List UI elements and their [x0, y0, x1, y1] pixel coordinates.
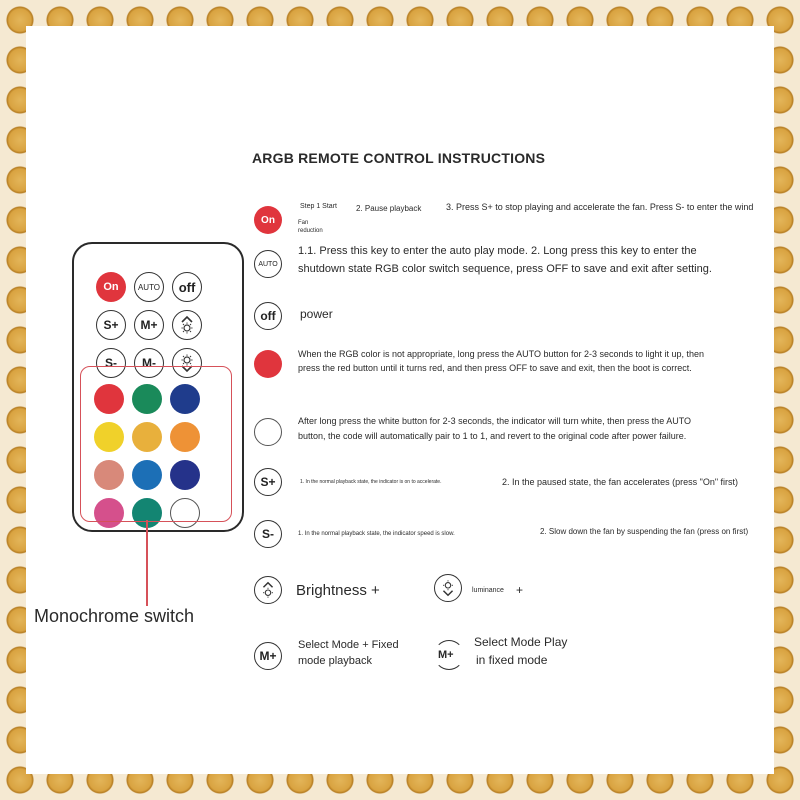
legend-white-line1: After long press the white button for 2-3 seconds, the indicator will turn white, then press the AUTO — [298, 416, 692, 426]
luminance-icon — [438, 578, 458, 598]
legend-mode-up-icon-label: M+ — [259, 649, 277, 663]
speed-up-button[interactable] — [96, 310, 126, 340]
legend-white-line2: button, the code will automatically pair to 1 to 1, and revert to the original code after power failure. — [298, 431, 687, 441]
legend-auto-line1: 1.1. Press this key to enter the auto play mode. 2. Long press this key to enter the — [298, 245, 697, 257]
legend-auto-line2: shutdown state RGB color switch sequence, press OFF to save and exit after setting. — [298, 263, 712, 275]
legend-auto-icon — [254, 250, 282, 278]
page-title: ARGB REMOTE CONTROL INSTRUCTIONS — [252, 150, 546, 166]
brightness-up-icon — [176, 314, 198, 336]
instruction-panel — [26, 26, 774, 774]
legend-speed-up-icon-label: S+ — [260, 475, 276, 489]
legend-white-icon — [254, 418, 282, 446]
legend-brightness-text: Brightness + — [296, 582, 380, 599]
legend-mode-up-line1: Select Mode + Fixed — [298, 639, 399, 651]
legend-mode-play-line1: Select Mode Play — [474, 635, 568, 649]
legend-luminance-text: luminance — [472, 587, 504, 594]
speed-up-label: S+ — [103, 318, 119, 332]
legend-off-icon-label: off — [260, 309, 276, 323]
legend-off-text: power — [300, 307, 333, 321]
monochrome-switch-label: Monochrome switch — [34, 606, 195, 626]
legend-on-step2: 2. Pause playback — [356, 204, 422, 213]
legend-on-icon-label: On — [261, 214, 275, 226]
legend-luminance-plus: + — [516, 583, 524, 597]
mode-up-label: M+ — [140, 318, 158, 332]
monochrome-highlight-box — [80, 366, 232, 522]
legend-off-icon — [254, 302, 282, 330]
legend-mode-play-icon: M+ — [438, 649, 454, 661]
speed-down-label: S- — [105, 356, 117, 370]
mode-up-button[interactable] — [134, 310, 164, 340]
legend-speed-down-icon — [254, 520, 282, 548]
legend-brightness-up-icon — [254, 576, 282, 604]
legend-speed-down-text1: 1. In the normal playback state, the indicator speed is slow. — [298, 531, 455, 537]
on-button-label: On — [103, 281, 119, 293]
legend-red-line1: When the RGB color is not appropriate, long press the AUTO button for 2-3 seconds to light it up, then — [298, 349, 705, 359]
auto-button[interactable] — [134, 272, 164, 302]
legend-speed-down-icon-label: S- — [262, 527, 274, 541]
brightness-up-button[interactable] — [172, 310, 202, 340]
legend-mode-up-line2: mode playback — [298, 655, 372, 667]
on-button[interactable] — [96, 272, 126, 302]
legend-speed-up-text1: 1. In the normal playback state, the indicator is on to accelerate. — [300, 479, 442, 485]
legend-on-fan-reduction: Fan reduction — [298, 220, 323, 234]
legend-auto-icon-label: AUTO — [258, 260, 278, 268]
legend-speed-up-icon — [254, 468, 282, 496]
off-button[interactable] — [172, 272, 202, 302]
legend-red-line2: press the red button until it turns red, and then press OFF to save and exit, then the boot is correct. — [298, 363, 692, 373]
legend-luminance-icon — [434, 574, 462, 602]
brightness-up-icon — [258, 580, 278, 600]
legend-mode-up-icon — [254, 642, 282, 670]
legend-speed-up-text2: 2. In the paused state, the fan accelerates (press "On" first) — [502, 477, 739, 487]
legend-on-step3: 3. Press S+ to stop playing and accelerate the fan. Press S- to enter the wind — [446, 202, 754, 212]
legend-mode-play-line2: in fixed mode — [476, 653, 548, 667]
mode-down-label: M- — [142, 356, 156, 370]
legend-on-step1: Step 1 Start — [300, 203, 337, 210]
legend-red-icon — [254, 350, 282, 378]
legend-on-icon — [254, 206, 282, 234]
off-button-label: off — [178, 279, 196, 295]
legend-speed-down-text2: 2. Slow down the fan by suspending the fan (press on first) — [540, 527, 749, 536]
auto-button-label: AUTO — [137, 282, 161, 292]
